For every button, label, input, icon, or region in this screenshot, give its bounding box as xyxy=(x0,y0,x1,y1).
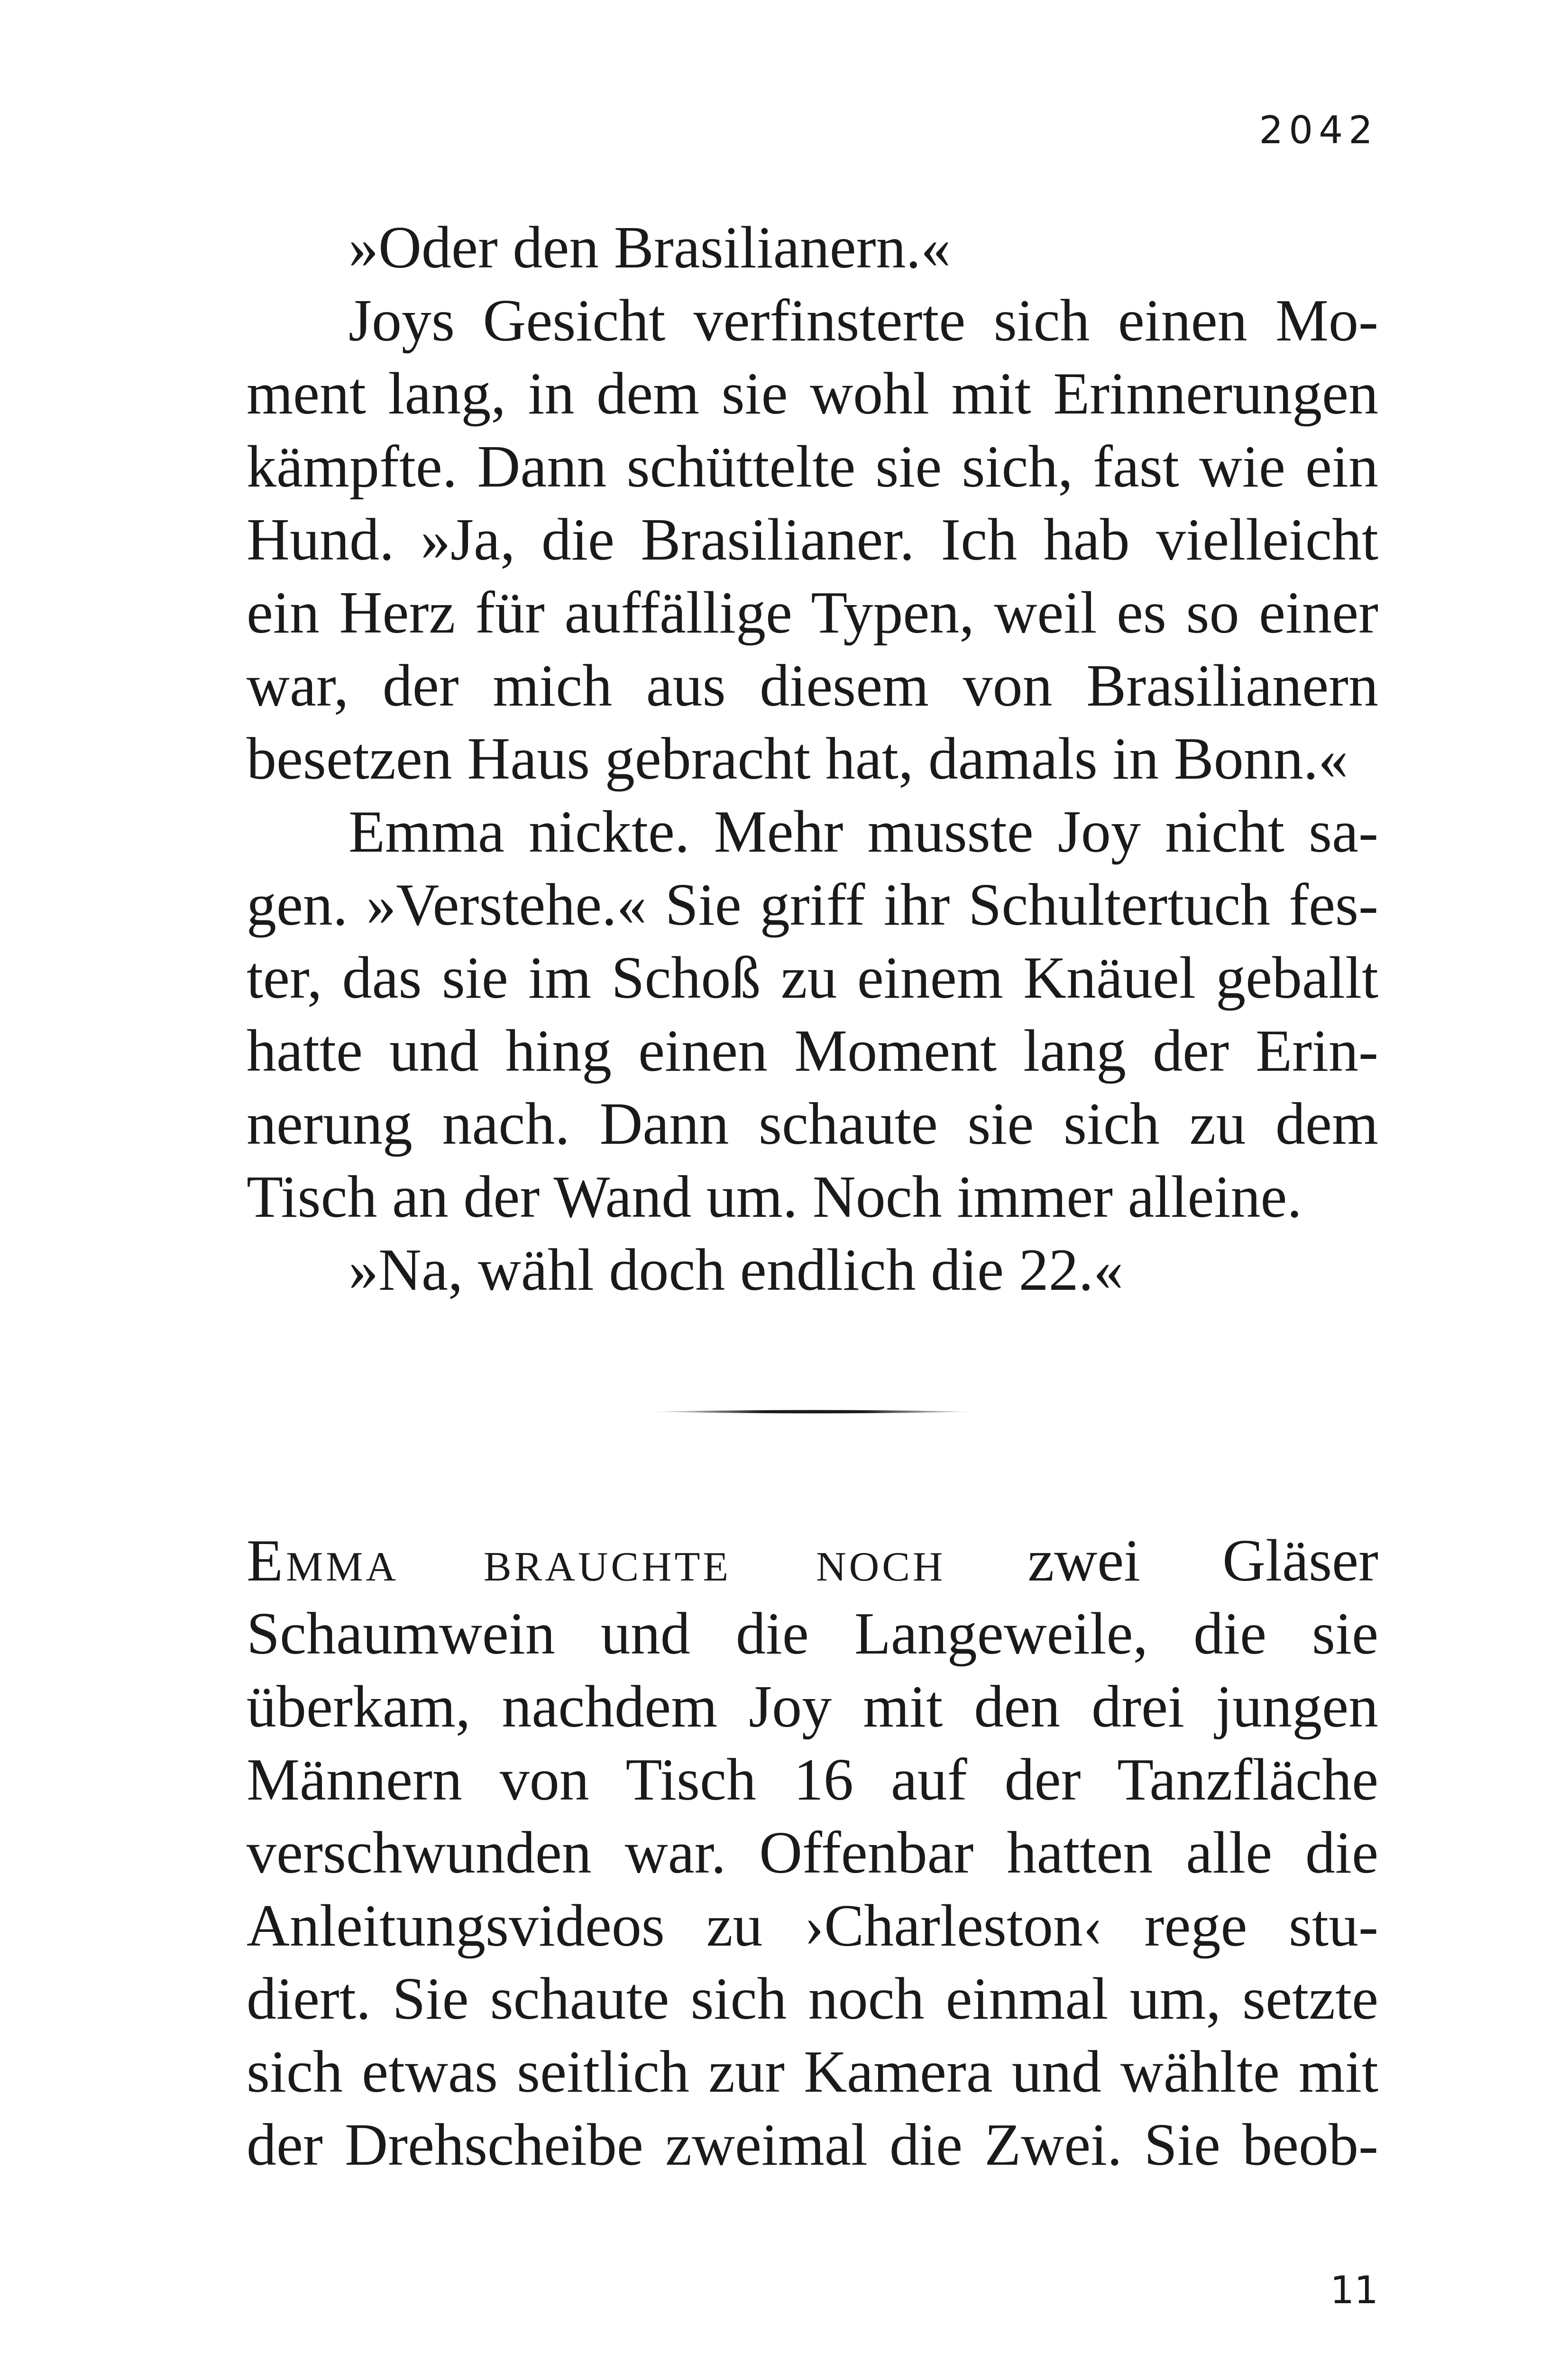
text-line: Hund. »Ja, die Brasilianer. Ich hab vielleicht xyxy=(247,507,1378,573)
text-line: nerung nach. Dann schaute sie sich zu dem xyxy=(247,1091,1378,1157)
text-line: sich etwas seitlich zur Kamera und wählte mit xyxy=(247,2039,1378,2105)
text-line: ein Herz für auffällige Typen, weil es so einer xyxy=(247,580,1378,646)
text-line: war, der mich aus diesem von Brasilianern xyxy=(247,653,1378,719)
text-line: »Na, wähl doch endlich die 22.« xyxy=(348,1237,1124,1303)
text-line: Männern von Tisch 16 auf der Tanzfläche xyxy=(247,1747,1378,1813)
text-line: Schaumwein und die Langeweile, die sie xyxy=(247,1601,1378,1667)
text-line: »Oder den Brasilianern.« xyxy=(348,215,951,281)
text-line: Joys Gesicht verfinsterte sich einen Mo- xyxy=(348,288,1378,354)
text-line: gen. »Verstehe.« Sie griff ihr Schultertuch fes- xyxy=(247,872,1378,938)
text-line: diert. Sie schaute sich noch einmal um, setzte xyxy=(247,1966,1378,2032)
section-2-opening-line xyxy=(247,1525,1378,1598)
section-1-text xyxy=(247,211,1378,1307)
text-line: ter, das sie im Schoß zu einem Knäuel geballt xyxy=(247,945,1378,1011)
text-line: besetzen Haus gebracht hat, damals in Bonn.« xyxy=(247,726,1348,792)
text-line: der Drehscheibe zweimal die Zwei. Sie beob- xyxy=(247,2112,1378,2178)
text-line: überkam, nachdem Joy mit den drei jungen xyxy=(247,1674,1378,1740)
text-line: kämpfte. Dann schüttelte sie sich, fast wie ein xyxy=(247,434,1378,500)
text-line: Anleitungsvideos zu ›Charleston‹ rege stu- xyxy=(247,1893,1378,1959)
section-divider-ornament xyxy=(650,1408,977,1415)
text-line: Tisch an der Wand um. Noch immer alleine. xyxy=(247,1164,1302,1230)
text-line: hatte und hing einen Moment lang der Erin- xyxy=(247,1018,1378,1084)
text-line: ment lang, in dem sie wohl mit Erinnerungen xyxy=(247,361,1378,427)
section-2-text xyxy=(247,1525,1378,2182)
text-line: Emma nickte. Mehr musste Joy nicht sa- xyxy=(348,799,1378,865)
page-number: 11 xyxy=(1330,2268,1378,2312)
opening-rest: zwei Gläser xyxy=(1027,1528,1378,1594)
opening-smallcaps: Emma brauchte noch xyxy=(247,1528,946,1594)
text-line: verschwunden war. Offenbar hatten alle die xyxy=(247,1820,1378,1886)
running-head: 2042 xyxy=(1259,108,1378,152)
